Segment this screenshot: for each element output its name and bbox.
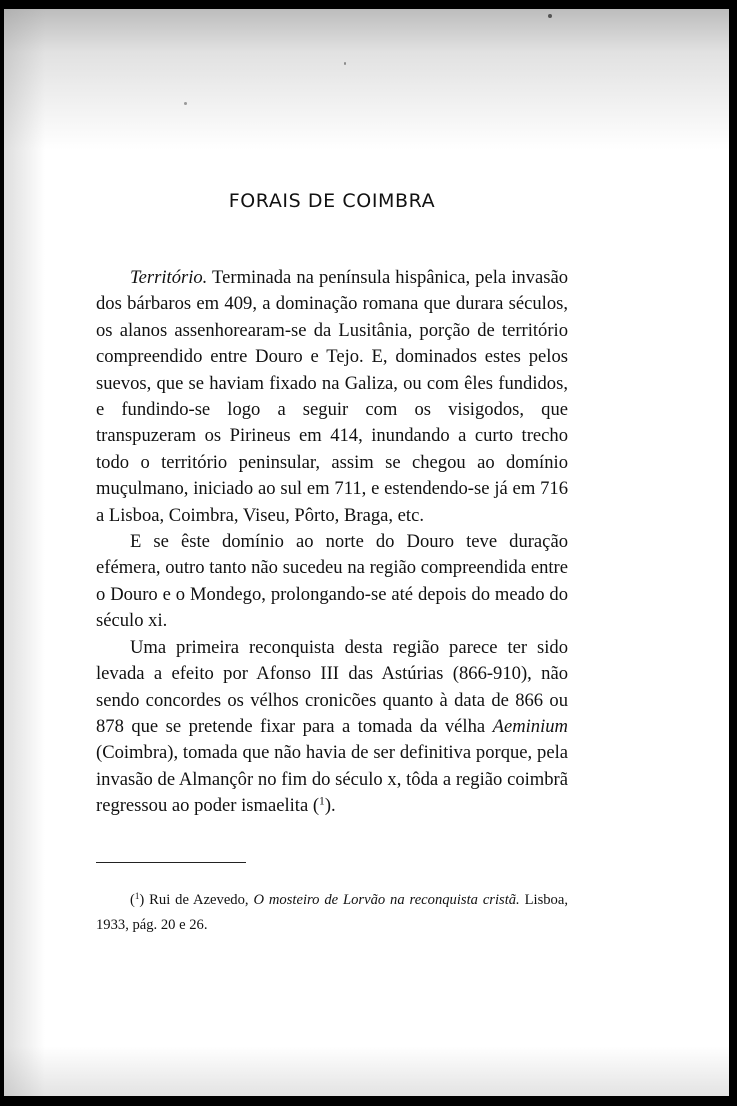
- scan-speck: [344, 62, 346, 65]
- footnote-work-title: O mosteiro de Lorvão na reconquista cristã.: [253, 892, 520, 908]
- footnote-marker-close: ): [139, 892, 145, 908]
- paragraph-territory-text: Terminada na península hispânica, pela invasão dos bárbaros em 409, a dominação romana que durara séculos, os alanos assenhorearam-se da Lusitânia, porção de território compreendido entre Douro e Tejo. E, dominados estes pelos suevos, que se haviam fixado na Galiza, ou com êles fundidos, e fundindo-se logo a seguir com os visigodos, que transpuzeram os Pirineus em 414, inundando a curto trecho todo o território peninsular, assim se chegou ao domínio muçulmano, iniciado ao sul em 711, e estendendo-se já em 716 a Lisboa, Coimbra, Viseu, Pôrto, Braga, etc.: [96, 267, 568, 526]
- page-shadow-left: [0, 0, 45, 1106]
- body-text: [96, 265, 568, 820]
- section-lead: Território.: [130, 267, 208, 288]
- scan-speck: [184, 102, 187, 105]
- footnote-author: Rui de Azevedo,: [144, 892, 254, 908]
- page-shadow-top: [0, 0, 737, 150]
- scan-speck: [548, 14, 552, 18]
- page-shadow-bottom: [0, 1046, 737, 1106]
- paragraph-reconquest: [96, 635, 568, 820]
- paragraph-territory: [96, 265, 568, 529]
- footnote-separator: [96, 862, 246, 863]
- paragraph-reconquest-text-a: Uma primeira reconquista desta região parece ter sido levada a efeito por Afonso III das Astúrias (866-910), não sendo concordes os vélhos cronicões quanto à data de 866 ou 878 que se pretende fixar para a tomada da vélha: [96, 636, 568, 737]
- footnote-reference[interactable]: 1: [319, 795, 325, 808]
- footnote-details: Lisboa, 1933, pág. 20 e 26.: [96, 892, 568, 933]
- paragraph-reconquest-end: ).: [324, 795, 336, 817]
- footnote-marker: 1: [134, 891, 140, 902]
- paragraph-reconquest-text-b: (Coimbra), tomada que não havia de ser definitiva porque, pela invasão de Almançôr no fim do século x, tôda a região coimbrã regressou ao poder ismaelita (: [96, 742, 568, 817]
- footnote: [96, 888, 568, 938]
- footnote-marker-open: (: [130, 892, 135, 908]
- place-name-aeminium: Aeminium: [492, 715, 568, 737]
- page-title: FORAIS DE COIMBRA: [228, 190, 436, 212]
- paragraph-douro: E se êste domínio ao norte do Douro teve duração efémera, outro tanto não sucedeu na região compreendida entre o Douro e o Mondego, prolongando-se até depois do meado do século xi.: [96, 531, 568, 632]
